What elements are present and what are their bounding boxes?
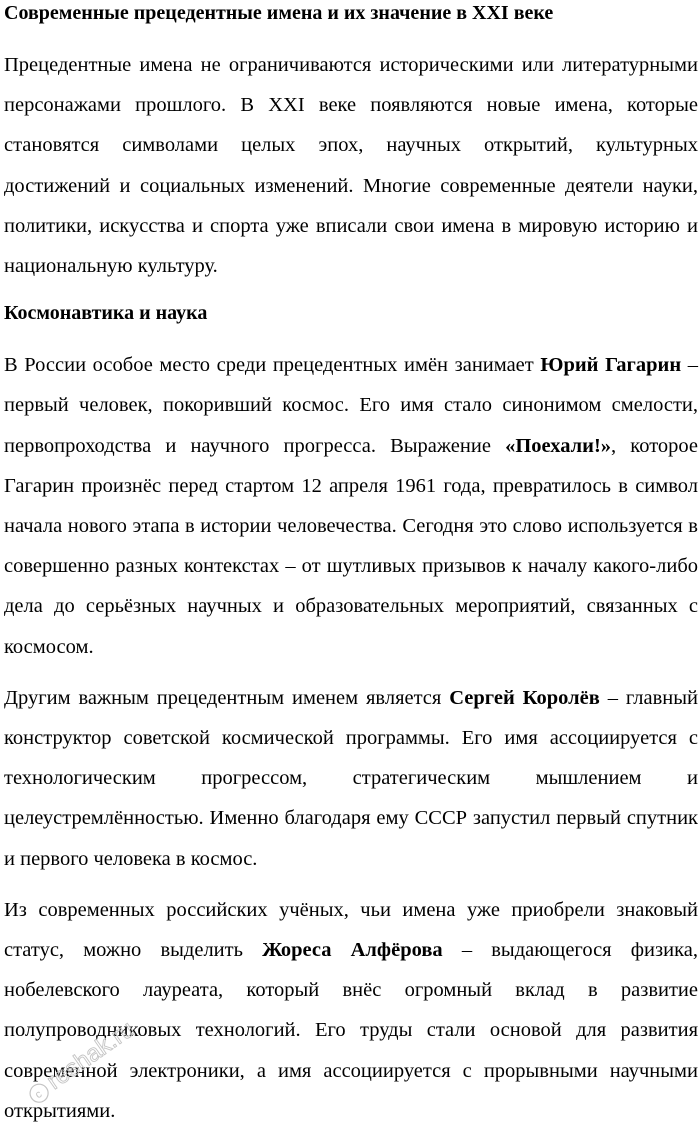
text-run: Из современных российских учёных, чьи имена уже приобрели знаковый статус, можно выделить [4,898,698,962]
paragraph-alferov [4,890,698,1131]
bold-name-alferov: Жореса Алфёрова [262,939,443,962]
bold-quote-poekhali: «Поехали!» [505,434,612,457]
section-heading: Космонавтика и наука [4,302,208,325]
watermark-c-glyph: c [32,1088,45,1102]
bold-name-gagarin: Юрий Гагарин [540,354,682,377]
text-run: – выдающегося физика, нобелевского лауреата, который внёс огромный вклад в развитие полупроводниковых технологий. Его труды стали основой для развития современной электроники, а имя ассоциируется с прорывными научными открытиями. [4,939,698,1122]
paragraph-gagarin [4,345,698,667]
text-run: , которое Гагарин произнёс перед стартом 12 апреля 1961 года, превратилось в символ начала нового этапа в истории человечества. Сегодня это слово используется в совершенно разных контекстах – от шутливых призывов к началу какого-либо дела до серьёзных научных и образовательных мероприятий, связанных с космосом. [4,434,698,658]
intro-paragraph: Прецедентные имена не ограничиваются историческими или литературными персонажами прошлого. В XXI веке появляются новые имена, которые становятся символами целых эпох, научных открытий, культурных достижений и социальных изменений. Многие современные деятели науки, политики, искусства и спорта уже вписали свои имена в мировую историю и национальную культуру. [4,54,698,278]
paragraph-korolev [4,678,698,879]
page-title: Современные прецедентные имена и их значение в XXI веке [4,2,554,24]
text-run: Другим важным прецедентным именем является [4,686,450,709]
bold-name-korolev: Сергей Королёв [449,686,600,709]
text-run: – первый человек, покоривший космос. Его имя стало синонимом смелости, первопроходства и научного прогресса. Выражение [4,354,699,457]
watermark-text: reshak.ru [41,1015,140,1095]
text-run: – главный конструктор советской космической программы. Его имя ассоциируется с технологическим прогрессом, стратегическим мышлением и целеустремлённостью. Именно благодаря ему СССР запустил первый спутник и первого человека в космос. [4,686,699,870]
text-run: В России особое место среди прецедентных имён занимает [4,354,541,377]
